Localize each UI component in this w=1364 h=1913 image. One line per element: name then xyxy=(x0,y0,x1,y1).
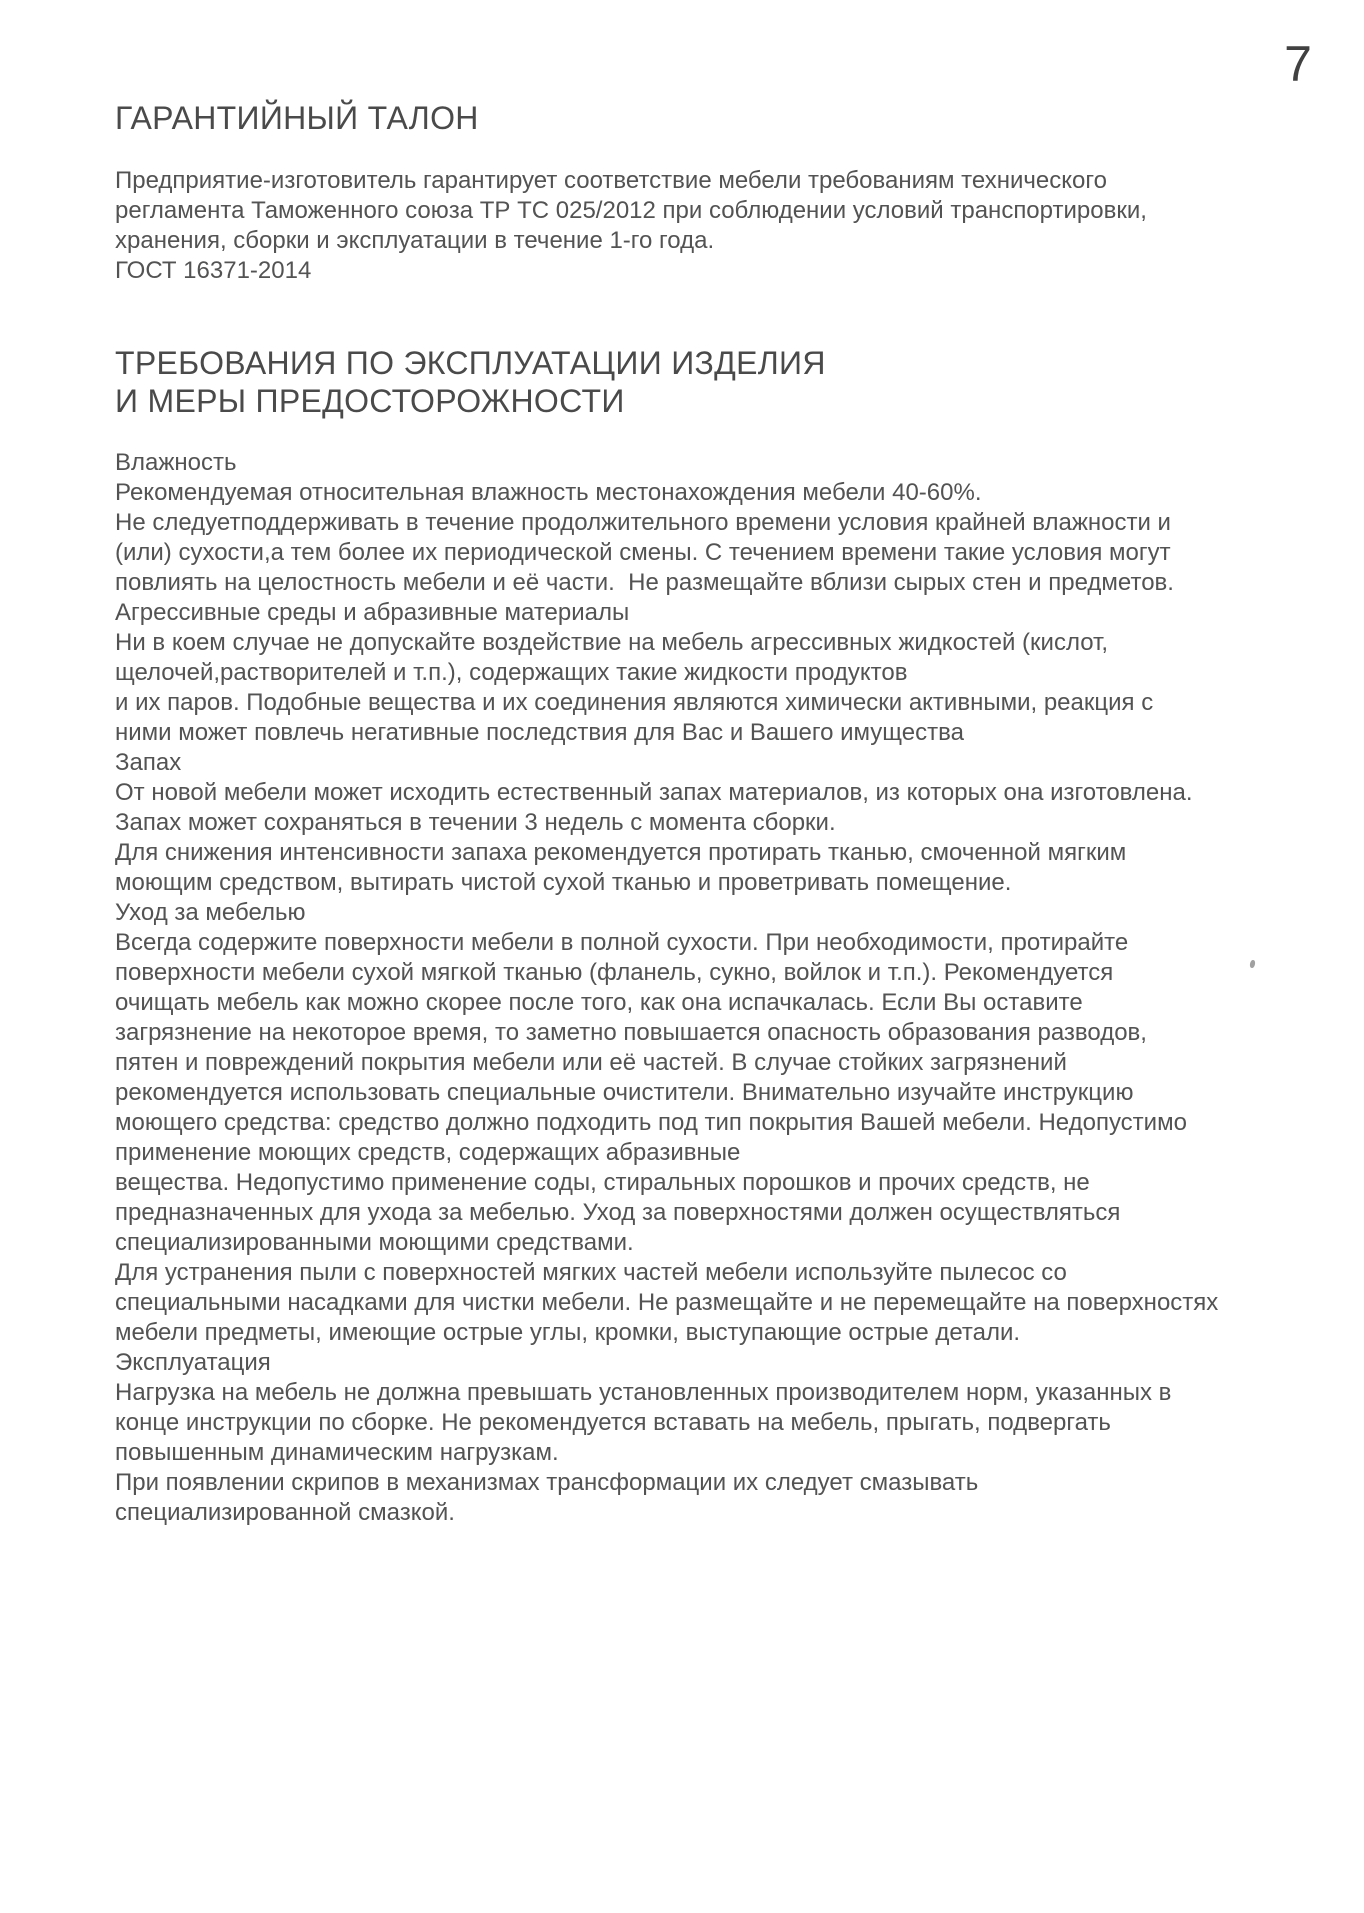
text-line: специализированной смазкой. xyxy=(115,1499,455,1526)
text-line: конце инструкции по сборке. Не рекомендуется вставать на мебель, прыгать, подвергать xyxy=(115,1409,1111,1436)
text-line: моющим средством, вытирать чистой сухой тканью и проветривать помещение. xyxy=(115,869,1012,896)
text-line: Эксплуатация xyxy=(115,1349,271,1376)
requirements-section-title xyxy=(115,344,826,420)
text-line: предназначенных для ухода за мебелью. Уход за поверхностями должен осуществляться xyxy=(115,1199,1121,1226)
text-line: Нагрузка на мебель не должна превышать установленных производителем норм, указанных в xyxy=(115,1379,1172,1406)
text-line: Влажность xyxy=(115,449,237,476)
scan-speck xyxy=(1249,960,1256,969)
text-line: Предприятие-изготовитель гарантирует соответствие мебели требованиям технического xyxy=(115,167,1107,194)
text-line: щелочей,растворителей и т.п.), содержащих такие жидкости продуктов xyxy=(115,659,908,686)
text-line: Запах может сохраняться в течении 3 недель с момента сборки. xyxy=(115,809,836,836)
text-line: очищать мебель как можно скорее после того, как она испачкалась. Если Вы оставите xyxy=(115,989,1083,1016)
text-line: моющего средства: средство должно подходить под тип покрытия Вашей мебели. Недопустимо xyxy=(115,1109,1187,1136)
text-line: вещества. Недопустимо применение соды, стиральных порошков и прочих средств, не xyxy=(115,1169,1090,1196)
text-line: (или) сухости,а тем более их периодической смены. С течением времени такие условия могут xyxy=(115,539,1171,566)
text-line: ТРЕБОВАНИЯ ПО ЭКСПЛУАТАЦИИ ИЗДЕЛИЯ xyxy=(115,345,826,381)
text-line: мебели предметы, имеющие острые углы, кромки, выступающие острые детали. xyxy=(115,1319,1021,1346)
text-line: При появлении скрипов в механизмах трансформации их следует смазывать xyxy=(115,1469,979,1496)
text-line: Запах xyxy=(115,749,182,776)
text-line: хранения, сборки и эксплуатации в течение 1-го года. xyxy=(115,227,715,254)
text-line: Агрессивные среды и абразивные материалы xyxy=(115,599,630,626)
text-line: специальными насадками для чистки мебели. Не размещайте и не перемещайте на поверхностях xyxy=(115,1289,1219,1316)
text-line: Всегда содержите поверхности мебели в полной сухости. При необходимости, протирайте xyxy=(115,929,1129,956)
text-line: загрязнение на некоторое время, то заметно повышается опасность образования разводов, xyxy=(115,1019,1147,1046)
text-line: От новой мебели может исходить естественный запах материалов, из которых она изготовлена. xyxy=(115,779,1193,806)
text-line: Рекомендуемая относительная влажность местонахождения мебели 40-60%. xyxy=(115,479,982,506)
text-line: И МЕРЫ ПРЕДОСТОРОЖНОСТИ xyxy=(115,383,625,419)
text-line: ними может повлечь негативные последствия для Вас и Вашего имущества xyxy=(115,719,964,746)
warranty-section-title: ГАРАНТИЙНЫЙ ТАЛОН xyxy=(115,100,479,136)
warranty-paragraph xyxy=(115,166,1147,286)
text-line: повлиять на целостность мебели и её части. Не размещайте вблизи сырых стен и предметов. xyxy=(115,569,1174,596)
page-number: 7 xyxy=(1284,36,1312,92)
text-line: специализированными моющими средствами. xyxy=(115,1229,634,1256)
text-line: регламента Таможенного союза ТР ТС 025/2012 при соблюдении условий транспортировки, xyxy=(115,197,1147,224)
text-line: Для устранения пыли с поверхностей мягких частей мебели используйте пылесос со xyxy=(115,1259,1067,1286)
text-line: Уход за мебелью xyxy=(115,899,306,926)
text-line: ГОСТ 16371-2014 xyxy=(115,257,312,284)
text-line: Для снижения интенсивности запаха рекомендуется протирать тканью, смоченной мягким xyxy=(115,839,1127,866)
text-line: Ни в коем случае не допускайте воздействие на мебель агрессивных жидкостей (кислот, xyxy=(115,629,1109,656)
text-line: поверхности мебели сухой мягкой тканью (фланель, сукно, войлок и т.п.). Рекомендуется xyxy=(115,959,1114,986)
text-line: рекомендуется использовать специальные очистители. Внимательно изучайте инструкцию xyxy=(115,1079,1134,1106)
text-line: повышенным динамическим нагрузкам. xyxy=(115,1439,559,1466)
text-line: пятен и повреждений покрытия мебели или её частей. В случае стойких загрязнений xyxy=(115,1049,1067,1076)
requirements-body-text xyxy=(115,448,1218,1528)
text-line: применение моющих средств, содержащих абразивные xyxy=(115,1139,741,1166)
text-line: Не следуетподдерживать в течение продолжительного времени условия крайней влажности и xyxy=(115,509,1171,536)
text-line: и их паров. Подобные вещества и их соединения являются химически активными, реакция с xyxy=(115,689,1154,716)
